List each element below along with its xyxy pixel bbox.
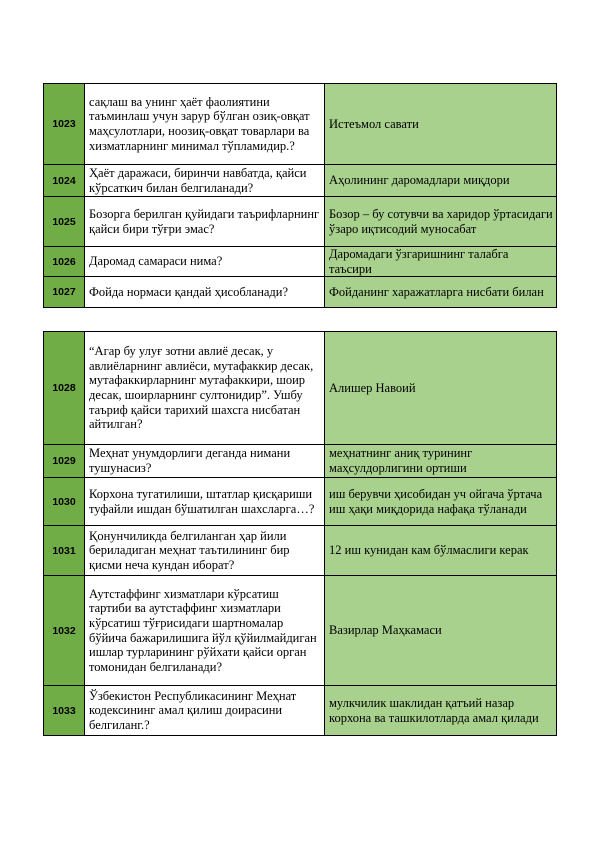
answer-text: иш берувчи ҳисобидан уч ойгача ўртача иш ҳақи миқдорида нафақа тўланади — [325, 478, 557, 526]
question-number: 1031 — [44, 526, 85, 576]
question-text: Фойда нормаси қандай ҳисобланади? — [85, 277, 325, 308]
answer-text: Аҳолининг даромадлари миқдори — [325, 165, 557, 197]
question-text: Қонунчиликда белгиланган ҳар йили бериладиган меҳнат таътилининг бир қисми неча кундан иборат? — [85, 526, 325, 576]
answer-text: меҳнатнинг аниқ турининг маҳсулдорлигини ортиши — [325, 445, 557, 478]
question-number: 1028 — [44, 332, 85, 445]
answer-text: 12 иш кунидан кам бўлмаслиги керак — [325, 526, 557, 576]
answer-text: Фойданинг харажатларга нисбати билан — [325, 277, 557, 308]
question-text: “Агар бу улуғ зотни авлиё десак, у авлиёларнинг авлиёси, мутафаккир десак, мутафаккирларнинг мутафаккири, шоир десак, шоирларнинг султонидир”. Ушбу таъриф қайси тарихий шахсга нисбатан айтилган? — [85, 332, 325, 445]
question-number: 1024 — [44, 165, 85, 197]
question-text: Бозорга берилган қуйидаги таърифларнинг қайси бири тўғри эмас? — [85, 197, 325, 247]
questions-table-2 — [43, 331, 557, 736]
question-number: 1025 — [44, 197, 85, 247]
question-number: 1027 — [44, 277, 85, 308]
table-row — [44, 445, 557, 478]
question-number: 1032 — [44, 576, 85, 686]
table-row — [44, 277, 557, 308]
answer-text: Алишер Навоий — [325, 332, 557, 445]
question-text: сақлаш ва унинг ҳаёт фаолиятини таъминлаш учун зарур бўлган озиқ-овқат маҳсулотлари, ноозиқ-овқат товарлари ва хизматларнинг минимал тўпламидир.? — [85, 84, 325, 165]
answer-text: мулкчилик шаклидан қатъий назар корхона ва ташкилотларда амал қилади — [325, 686, 557, 736]
table-row — [44, 247, 557, 277]
question-text: Меҳнат унумдорлиги деганда нимани тушунасиз? — [85, 445, 325, 478]
table-row — [44, 332, 557, 445]
question-text: Ўзбекистон Республикасининг Меҳнат кодексининг амал қилиш доирасини белгиланг.? — [85, 686, 325, 736]
question-number: 1029 — [44, 445, 85, 478]
table-row — [44, 84, 557, 165]
answer-text: Вазирлар Маҳкамаси — [325, 576, 557, 686]
answer-text: Бозор – бу сотувчи ва харидор ўртасидаги ўзаро иқтисодий муносабат — [325, 197, 557, 247]
question-text: Ҳаёт даражаси, биринчи навбатда, қайси кўрсаткич билан белгиланади? — [85, 165, 325, 197]
table-row — [44, 478, 557, 526]
table-row — [44, 526, 557, 576]
question-number: 1026 — [44, 247, 85, 277]
question-text: Аутстаффинг хизматлари кўрсатиш тартиби ва аутстаффинг хизматлари кўрсатиш тўғрисидаги шартномалар бўйича бажарилишига йўл қўйилмайдиган ишлар турларининг рўйхати қайси орган томонидан белгиланади? — [85, 576, 325, 686]
question-number: 1033 — [44, 686, 85, 736]
question-text: Корхона тугатилиши, штатлар қисқариши туфайли ишдан бўшатилган шахсларга…? — [85, 478, 325, 526]
question-number: 1023 — [44, 84, 85, 165]
question-number: 1030 — [44, 478, 85, 526]
table-row — [44, 686, 557, 736]
answer-text: Даромадаги ўзгаришнинг талабга таъсири — [325, 247, 557, 277]
answer-text: Истеъмол савати — [325, 84, 557, 165]
questions-table-1 — [43, 83, 557, 308]
table-row — [44, 165, 557, 197]
table-row — [44, 576, 557, 686]
table-row — [44, 197, 557, 247]
question-text: Даромад самараси нима? — [85, 247, 325, 277]
